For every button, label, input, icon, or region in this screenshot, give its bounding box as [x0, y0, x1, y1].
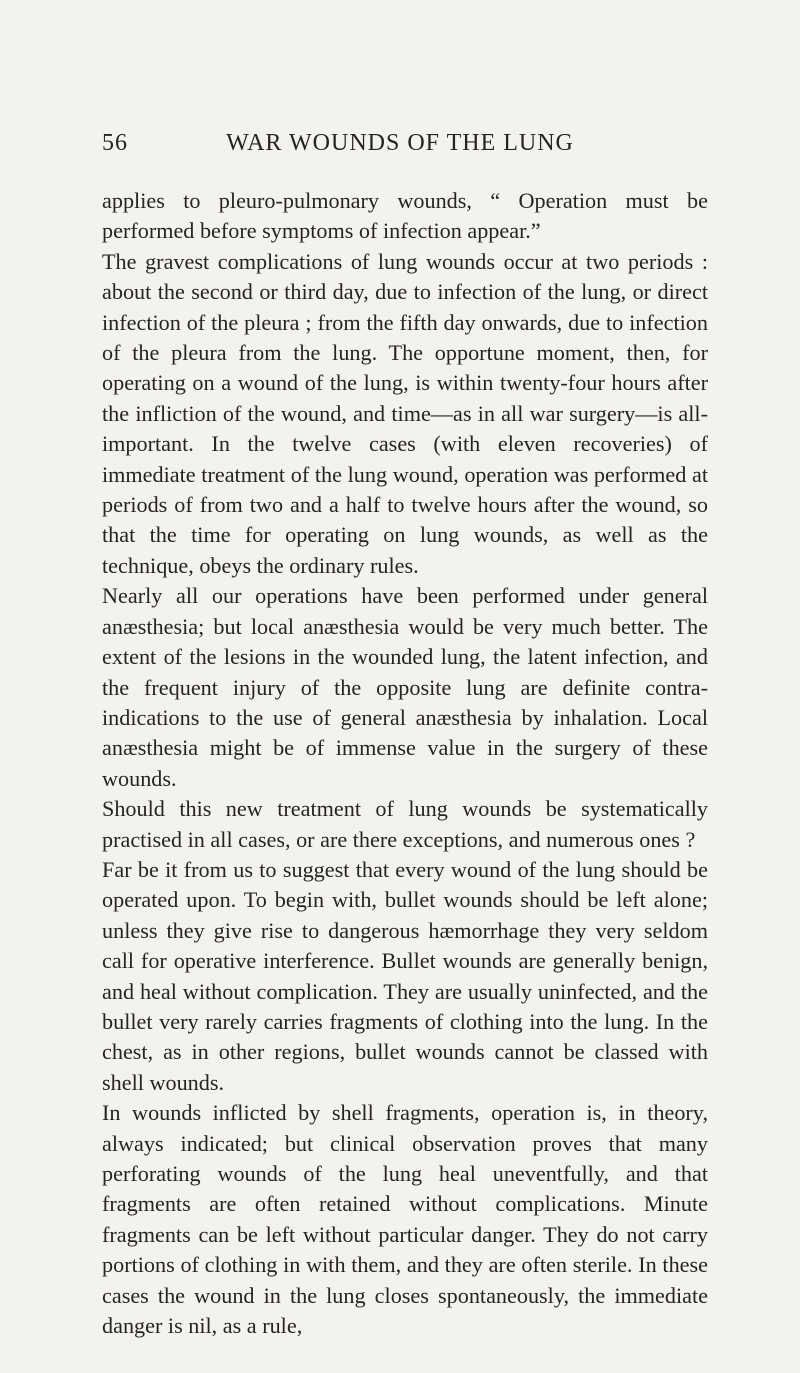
page-number: 56 [102, 130, 128, 156]
paragraph: Far be it from us to suggest that every wound of the lung should be operated upon. To begin with, bullet wounds should be left alone; unless they give rise to dangerous hæmorrhage they very seldom call for operative interference. Bullet wounds are generally benign, and heal without complication. They are usually uninfected, and the bullet very rarely carries fragments of clothing into the lung. In the chest, as in other regions, bullet wounds cannot be classed with shell wounds. [102, 856, 708, 1095]
paragraph: The gravest complications of lung wounds occur at two periods : about the second or third day, due to infection of the lung, or direct infection of the pleura ; from the fifth day onwards, due to infection of the pleura from the lung. The opportune moment, then, for operating on a wound of the lung, is within twenty-four hours after the infliction of the wound, and time—as in all war surgery—is all-important. In the twelve cases (with eleven recoveries) of immediate treatment of the lung wound, operation was performed at periods of from two and a half to twelve hours after the wound, so that the time for operating on lung wounds, as well as the technique, obeys the ordinary rules. [102, 248, 708, 578]
running-head [102, 130, 698, 170]
paragraph: Should this new treatment of lung wounds be systematically practised in all cases, or are there exceptions, and numerous ones ? [102, 796, 708, 852]
body-text [102, 186, 708, 1341]
paragraph: In wounds inflicted by shell fragments, operation is, in theory, always indicated; but clinical observation proves that many perforating wounds of the lung heal uneventfully, and that fragments are often retained without complications. Minute fragments can be left without particular danger. They do not carry portions of clothing in with them, and they are often sterile. In these cases the wound in the lung closes spontaneously, the immediate danger is nil, as a rule, [102, 1100, 708, 1339]
paragraph: applies to pleuro-pulmonary wounds, “ Operation must be performed before symptoms of infection appear.” [102, 188, 708, 244]
running-title: WAR WOUNDS OF THE LUNG [226, 130, 574, 156]
paragraph: Nearly all our operations have been performed under general anæsthesia; but local anæsthesia would be very much better. The extent of the lesions in the wounded lung, the latent infection, and the frequent injury of the opposite lung are definite contra-indications to the use of general anæsthesia by inhalation. Local anæsthesia might be of immense value in the surgery of these wounds. [102, 583, 708, 791]
